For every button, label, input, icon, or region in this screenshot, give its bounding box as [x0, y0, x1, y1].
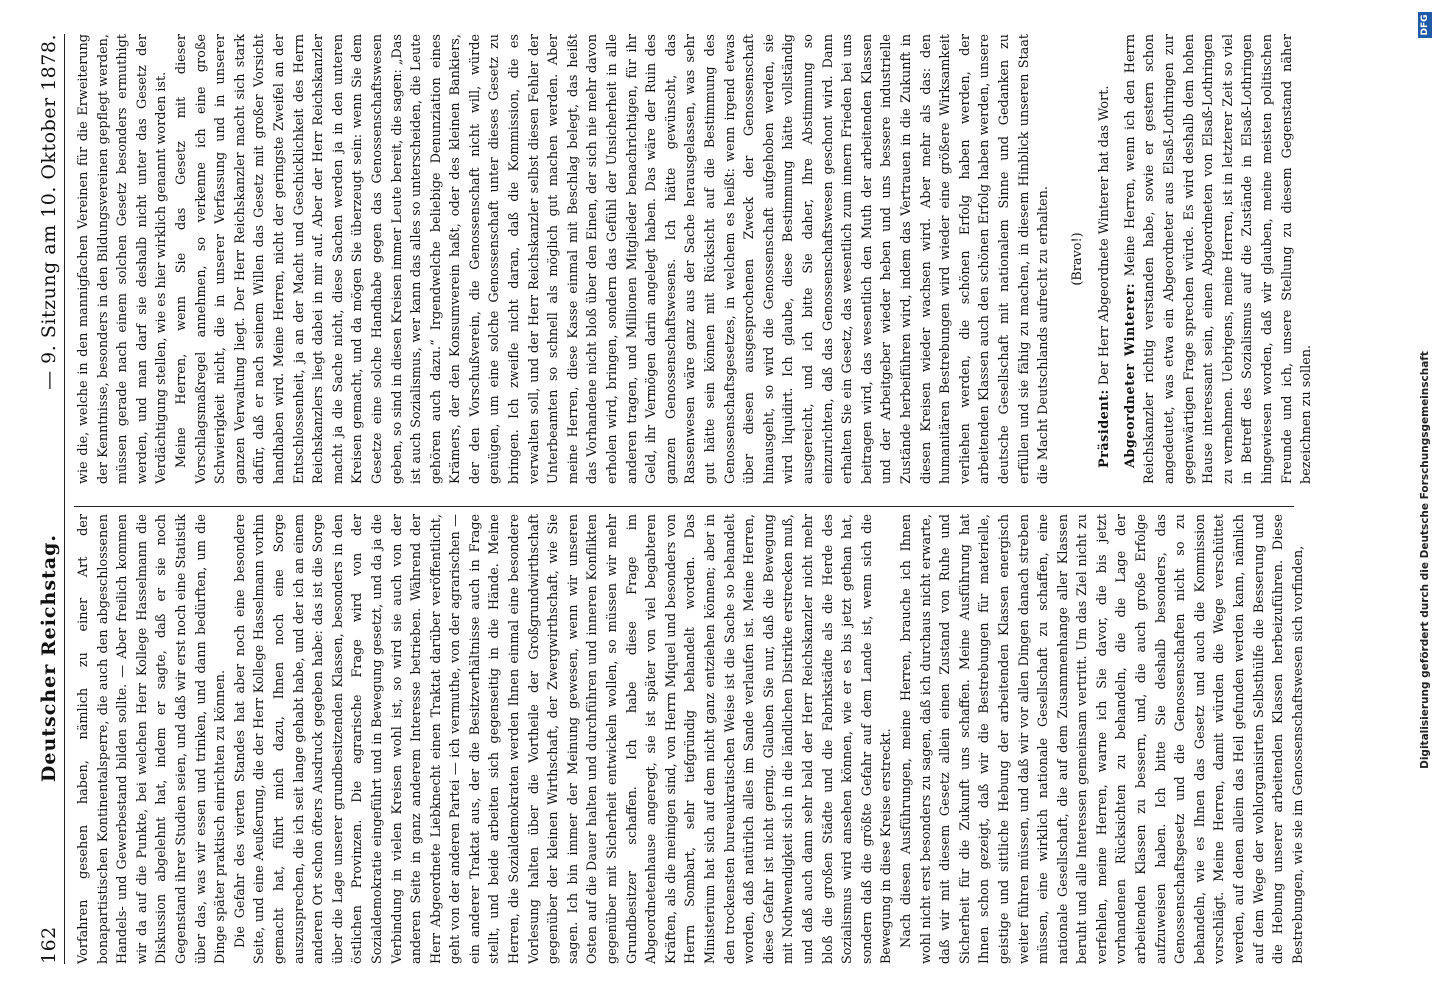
paragraph: Die Gefahr des vierten Standes hat aber noch eine besondere Seite, und eine Aeußerung, die der Herr Kollege Hasselmann vorhin gemacht hat, führt mich dazu, Ihnen noch eine Sorge auszusprechen, die ich seit lange gehabt habe, und der ich an einem anderen Ort schon öfters Ausdruck gegeben habe: das ist die Sorge über die Lage unserer grundbesitzenden Klassen, besonders in den östlichen Provinzen. Die agrarische Frage wird von der Sozialdemokratie eingeführt und in Bewegung gesetzt, und da ja die Verbindung in vielen Kreisen wohl ist, so wird sie auch von der anderen Seite in ganz anderem Interesse betrieben. Während der Herr Abgeordnete Liebknecht einen Traktat darüber veröffentlicht, geht von der anderen Partei — ich vermuthe, von der agrarischen — ein anderer Traktat aus, der die Besitzverhältnisse auch in Frage stellt, und beide arbeiten sich gegenseitig in die Hände. Meine Herren, die Sozialdemokraten werden Ihnen einmal eine besondere Vorlesung halten über die Vortheile der Großgrundwirthschaft gegenüber der kleinen Wirthschaft, der Zwergwirthschaft, wie Sie sagen. Ich bin immer der Meinung gewesen, wenn wir unseren Osten auf die Dauer halten und durchführen und inneren Konflikten gegenüber mit Sicherheit entwickeln wollen, so müssen wir mehr Grundbesitzer schaffen. Ich habe diese Frage im Abgeordnetenhause angeregt, sie ist später von viel begabteren Kräften, als die meinigen sind, von Herrn Miquel und besonders von Herrn Sombart, sehr tiefgründig behandelt worden. Das Ministerium hat sich auf dem nicht ganz entziehen können; aber in den trockensten bureaukratischen Weise ist die Sache so behandelt worden, daß natürlich alles im Sande verlaufen ist. Meine Herren, diese Gefahr ist nicht gering. Glauben Sie nur, daß die Bewegung mit Nothwendigkeit sich in die ländlichen Distrikte erstrecken muß, und daß auch dann sehr bald der Herr Reichskanzler nicht mehr bloß die großen Städte und die Fabrikstädte als die Herde des Sozialismus wird ansehen können, wie er es bis jetzt gethan hat, sondern daß die größte Gefahr auf dem Lande ist, wenn sich die Bewegung in diese Kreise erstreckt. — [232, 514, 895, 964]
dfg-logo — [1418, 12, 1432, 38]
dfg-logo-text: DFG — [1420, 14, 1430, 36]
speaker-label: Abgeordneter Winterer: — [1122, 282, 1138, 468]
header-rule — [64, 34, 65, 964]
speaker-label: Präsident: — [1097, 389, 1113, 468]
paragraph: wie die, welche in den mannigfachen Vereinen für die Erweiterung der Kenntnisse, besonders in den Bildungsvereinen gepflegt werden, müssen gerade nach einem solchen Gesetz besonders ermuthigt werden, und man darf sie deshalb nicht unter das Gesetz der Verdächtigung stellen, wie es hier wirklich genannt worden ist. — [76, 34, 170, 484]
digitization-margin — [1418, 2, 1432, 998]
applause-note: (Bravo!) — [1069, 232, 1085, 286]
paragraph: Meine Herren, wenn Sie das Gesetz mit dieser Vorschlagsmaßregel annehmen, so verkenne ich eine große Schwierigkeit nicht, die in unserer Verfassung und in unserer ganzen Verwaltung liegt. Der Herr Reichskanzler macht sich stark dafür, daß er nach seinem Willen das Gesetz mit großer Vorsicht handhaben wird. Meine Herren, nicht der geringste Zweifel an der Entschlossenheit, ja an der Macht und Geschicklichkeit des Herrn Reichskanzlers liegt dabei in mir auf. Aber der Herr Reichskanzler macht ja die Sache nicht, diese Sachen werden ja in den unteren Kreisen gemacht, und da mögen Sie überzeugt sein: wenn Sie dem Gesetze eine solche Handhabe gegen das Genossenschaftswesen geben, so sind in diesen Kreisen immer Leute bereit, die sagen: „Das ist auch Sozialismus, wer kann das alles so unterscheiden, die Leute gehören auch dazu.“ Irgendwelche beliebige Denunziation eines Krämers, der den Konsumverein haßt, oder des kleinen Bankiers, der den Vorschußverein, die Genossenschaft nicht will, würde genügen, um eine solche Genossenschaft unter dieses Gesetz zu bringen. Ich zweifle nicht daran, daß die Kommission, die es verwalten soll, und der Herr Reichskanzler selbst diesen Fehler der Unterbeamten so schnell als möglich gut machen werden. Aber meine Herren, diese Kasse einmal mit Beschlag belegt, das heißt das Vorhandene nicht bloß über den Einen, der sich nie mehr davon erholen wird, bringen, sondern das Gefühl der Unsicherheit in alle anderen tragen, und Millionen Mitglieder benachrichtigen, für ihr Geld, ihr Vermögen darin angelegt haben. Das wäre der Ruin des ganzen Genossenschaftswesens. Ich hätte gewünscht, das Rassenwesen wäre ganz aus der Sache herausgelassen, was sehr gut hätte sein können mit Rücksicht auf die Bestimmung des Genossenschaftsgesetzes, in welchem es heißt: wenn irgend etwas über diesen ausgesprochenen Zweck der Genossenschaft hinausgeht, so wird die Genossenschaft aufgehoben werden, sie wird liquidirt. Ich glaube, diese Bestimmung hätte vollständig ausgereicht, und ich bitte Sie daher, Ihre Abstimmung so einzurichten, daß das Genossenschaftswesen geschont wird. Dann erhalten Sie ein Gesetz, das wesentlich zum innern Frieden bei uns beitragen wird, das wesentlich den Muth der arbeitenden Klassen und der Arbeitgeber wieder heben und uns bessere industrielle Zustände herbeiführen wird, indem das Vertrauen in die Zukunft in diesen Kreisen wieder wachsen wird. Aber mehr als das: den humanitären Bestrebungen wird wieder eine größere Wirksamkeit verliehen werden, die schönen Erfolg haben werden, der arbeitenden Klassen auch den schönen Erfolg haben werden, unsere deutsche Gesellschaft mit nationalem Sinne und Gedanken zu erfüllen und sie fähig zu machen, in diesem Hinblick unseren Staat die Macht Deutschlands aufrecht zu erhalten. — [173, 34, 1052, 484]
right-column — [74, 34, 1404, 484]
speech — [1121, 34, 1317, 484]
paragraph: Vorfahren gesehen haben, nämlich zu einer Art der bonapartistischen Kontinentalsperre, die auch den abgeschlossenen Handels- und Gewerbestand bilden sollte. — Aber freilich kommen wir da auf die Punkte, bei welchen Herr Kollege Hasselmann die Diskussion abgelehnt hat, indem er sagte, daß er sie noch Gegenstand ihrer Studien seien, und daß wir erst noch eine Statistik über das, was wir essen und trinken, und dann bedürften, um die Dinge später praktisch einrichten zu können. — [76, 514, 229, 964]
running-header — [30, 34, 60, 964]
speech-text: Meine Herren, wenn ich den Herrn Reichskanzler richtig verstanden habe, sowie er gestern schon angedeutet, was etwa ein Abgeordneter aus Elsaß-Lothringen zur gegenwärtigen Frage sprechen würde. Es wird deshalb dem hohen Hause interessant sein, einen Abgeordneten von Elsaß-Lothringen zu vernehmen. Uebrigens, meine Herren, ist in letzterer Zeit so viel in Betreff des Sozialismus auf die Zustände in Elsaß-Lothringen hingewiesen worden, daß wir glauben, meine meisten politischen Freunde und ich, unsere Stellung zu diesem Gegenstand näher bezeichnen zu sollen. — [1122, 34, 1315, 484]
publication-title: Deutscher Reichstag. — [38, 533, 60, 783]
column-divider — [74, 506, 1294, 507]
left-column — [74, 514, 1404, 964]
session-date: — 9. Sitzung am 10. Oktober 1878. — [38, 34, 60, 390]
paragraph: Nach diesen Ausführungen, meine Herren, brauche ich Ihnen wohl nicht erst besonders zu sagen, daß ich durchaus nicht erwarte, daß wir mit diesem Gesetz allein einen Zustand von Ruhe und Sicherheit für die Zukunft uns schaffen. Meine Ausführung hat Ihnen schon gezeigt, daß wir die Bestrebungen für materielle, geistige und sittliche Hebung der arbeitenden Klassen energisch weiter führen müssen, und daß wir vor allen Dingen danach streben müssen, eine wirklich nationale Gesellschaft zu schaffen, eine nationale Gesellschaft, die auf dem Zusammenhange aller Klassen beruht und alle Interessen gemeinsam vertritt. Um das Ziel nicht zu verfehlen, meine Herren, warne ich Sie davor, die bis jetzt vorhandenen Rücksichten zu behandeln, die die Lage der arbeitenden Klassen zu bessern, und, die auch große Erfolge aufzuweisen haben. Ich bitte Sie deshalb besonders, das Genossenschaftsgesetz und die Genossenschaften nicht so zu behandeln, wie es Ihnen das Gesetz und auch die Kommission vorschlägt. Meine Herren, damit würden die Wege verschüttet werden, auf denen allein das Heil gefunden werden kann, nämlich auf dem Wege der wohlorganisirten Selbsthülfe die Besserung und die Hebung unserer arbeitenden Klassen herbeizuführen. Diese Bestrebungen, wie sie im Genossenschaftswesen sich vorfinden, — [898, 514, 1306, 964]
page-number: 162 — [38, 926, 60, 964]
president-remark — [1095, 34, 1115, 484]
digitization-notice: Digitalisierung gefördert durch die Deutsche Forschungsgemeinschaft — [1419, 350, 1431, 769]
speaker-text: Der Herr Abgeordnete Winterer hat das Wort. — [1097, 85, 1113, 386]
